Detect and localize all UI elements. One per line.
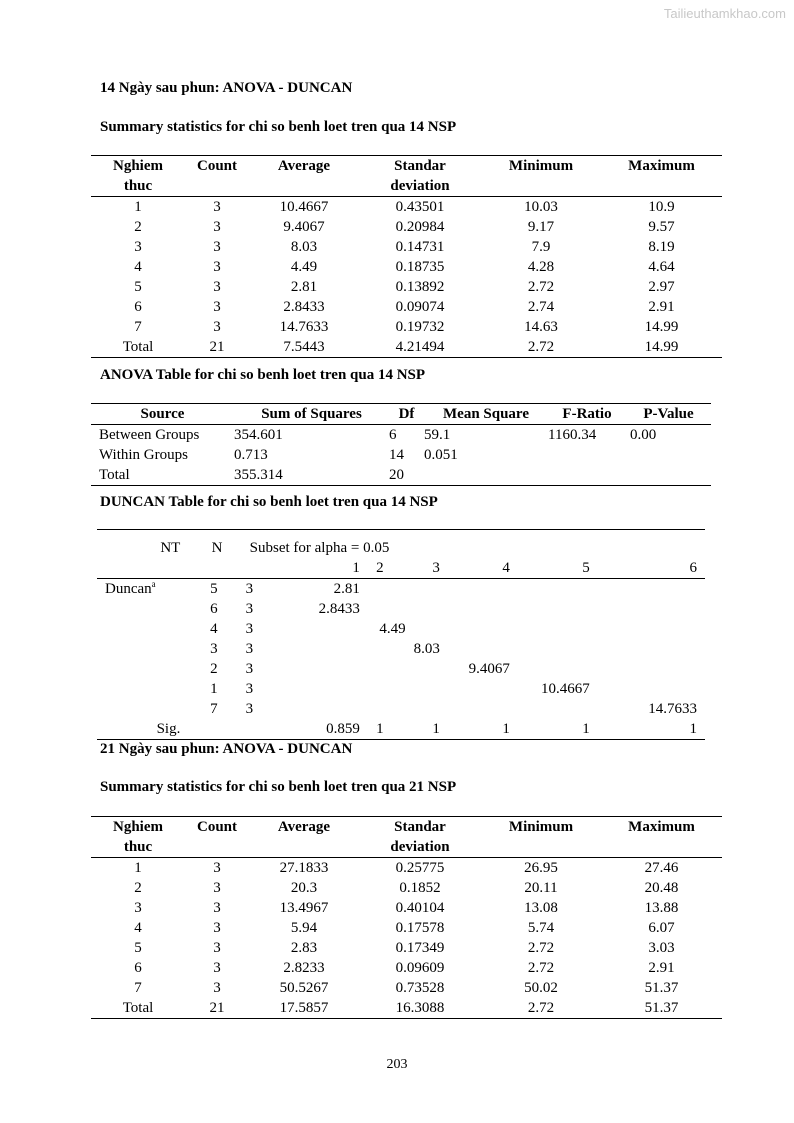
duncan-nt: 3	[210, 641, 218, 657]
header-minimum: Minimum	[481, 817, 601, 838]
header-minimum: Minimum	[481, 156, 601, 177]
duncan-subset-value	[414, 659, 468, 679]
cell: 20.48	[644, 880, 679, 896]
duncan-subset-value	[468, 599, 538, 619]
duncan-subset-value	[414, 579, 468, 600]
cell: 16.3088	[359, 998, 481, 1019]
duncan-nt-label: NT	[160, 540, 181, 556]
cell: 3	[213, 860, 221, 876]
sig-value: 1	[366, 719, 414, 740]
table-row	[91, 998, 722, 1019]
table-row	[91, 197, 722, 218]
cell: 1	[134, 199, 142, 215]
cell: 59.1	[424, 427, 451, 443]
duncan-subset-value	[295, 679, 366, 699]
summary-21-title: Summary statistics for chi so benh loet tren qua 21 NSP	[100, 779, 457, 795]
sig-value: 1	[414, 719, 468, 740]
cell: 3	[134, 900, 142, 916]
cell: 1	[134, 860, 142, 876]
cell: 2.97	[648, 279, 675, 295]
cell: Within Groups	[99, 447, 188, 463]
duncan-nt: 1	[210, 681, 218, 697]
cell: 50.5267	[279, 980, 329, 996]
header-std: Standar	[359, 156, 481, 177]
duncan-n: 3	[245, 701, 254, 717]
watermark: Tailieuthamkhao.com	[663, 6, 786, 21]
duncan-n: 3	[245, 641, 254, 657]
duncan-subset-value	[366, 659, 414, 679]
duncan-subset-value	[538, 619, 618, 639]
anova-header-f: F-Ratio	[548, 404, 626, 425]
cell: 2	[134, 880, 142, 896]
duncan-subset-label: Subset for alpha = 0.05	[249, 540, 390, 556]
cell: 2.74	[527, 299, 555, 315]
cell: 13.4967	[279, 900, 329, 916]
duncan-n: 3	[245, 601, 254, 617]
header-maximum: Maximum	[601, 817, 722, 838]
cell: 7.5443	[249, 337, 359, 358]
cell: 2.91	[648, 960, 675, 976]
cell: 3	[213, 940, 221, 956]
table-row	[91, 445, 711, 465]
subset-number: 3	[414, 558, 468, 579]
duncan-subset-value	[468, 579, 538, 600]
cell: 6.07	[648, 920, 675, 936]
section-21-title: 21 Ngày sau phun: ANOVA - DUNCAN	[100, 741, 353, 757]
cell: 14.63	[524, 319, 558, 335]
cell: 2.81	[290, 279, 318, 295]
cell: 3	[213, 980, 221, 996]
duncan-subset-value	[618, 599, 705, 619]
table-row	[91, 858, 722, 879]
cell: 0.14731	[395, 239, 445, 255]
duncan-subset-value	[538, 599, 618, 619]
table-row	[91, 978, 722, 998]
duncan-subset-value	[618, 639, 705, 659]
table-row	[97, 579, 705, 600]
duncan-subset-value: 14.7633	[648, 701, 697, 717]
cell: 3	[213, 960, 221, 976]
duncan-nt: 2	[210, 661, 218, 677]
subset-number: 1	[295, 558, 366, 579]
duncan-subset-value	[538, 579, 618, 600]
duncan-subset-value	[366, 599, 414, 619]
cell: 17.5857	[249, 998, 359, 1019]
duncan-subset-value	[366, 699, 414, 719]
cell: 20.3	[290, 880, 318, 896]
header-nghiem: Nghiem	[91, 817, 185, 838]
anova-table-14	[91, 403, 711, 486]
cell: 2.72	[481, 998, 601, 1019]
cell: 5	[134, 940, 142, 956]
cell: 0.20984	[395, 219, 445, 235]
cell: 26.95	[524, 860, 558, 876]
subset-number: 2	[366, 558, 414, 579]
cell: 8.03	[290, 239, 318, 255]
page-number: 203	[386, 1057, 408, 1072]
sig-value: 1	[618, 719, 705, 740]
table-row	[91, 317, 722, 337]
table-row	[91, 938, 722, 958]
table-row	[97, 659, 705, 679]
cell: 4	[134, 259, 142, 275]
summary-21-body	[91, 858, 722, 1019]
cell: 3	[213, 239, 221, 255]
duncan-nt: 7	[210, 701, 218, 717]
cell: 13.08	[524, 900, 558, 916]
cell: 3	[213, 319, 221, 335]
cell: 2.72	[527, 940, 555, 956]
duncan-subset-value	[468, 699, 538, 719]
sig-value: 1	[468, 719, 538, 740]
cell: 20.11	[524, 880, 558, 896]
cell: 0.25775	[395, 860, 445, 876]
cell: 0.18735	[395, 259, 445, 275]
subset-number: 5	[538, 558, 618, 579]
cell: 3.03	[648, 940, 675, 956]
duncan-subset-value	[366, 679, 414, 699]
header-nghiem: Nghiem	[91, 156, 185, 177]
duncan-subset-value	[414, 699, 468, 719]
anova-header-df: Df	[389, 404, 424, 425]
duncan-subset-value	[618, 579, 705, 600]
cell: 3	[213, 279, 221, 295]
cell: 0.051	[424, 447, 458, 463]
header-thuc: thuc	[91, 176, 185, 197]
header-deviation: deviation	[359, 176, 481, 197]
cell: 0.17349	[395, 940, 445, 956]
duncan-subset-value	[295, 619, 366, 639]
cell: 3	[213, 880, 221, 896]
duncan-subset-value	[538, 699, 618, 719]
cell: 0.19732	[395, 319, 445, 335]
header-maximum: Maximum	[601, 156, 722, 177]
cell: 9.57	[648, 219, 675, 235]
cell: 14.99	[601, 337, 722, 358]
table-row	[97, 699, 705, 719]
cell: 14.99	[644, 319, 679, 335]
table-row	[91, 277, 722, 297]
table-row	[97, 639, 705, 659]
duncan-n: 3	[245, 661, 254, 677]
duncan-subset-value	[618, 659, 705, 679]
cell: 3	[213, 199, 221, 215]
summary-table-14	[91, 155, 722, 358]
duncan-n: 3	[245, 681, 254, 697]
cell: 2.91	[648, 299, 675, 315]
header-average: Average	[249, 156, 359, 177]
anova-header-ms: Mean Square	[424, 404, 548, 425]
subset-number: 4	[468, 558, 538, 579]
table-row	[97, 619, 705, 639]
sig-value: 1	[538, 719, 618, 740]
duncan-subset-value	[414, 679, 468, 699]
duncan-subset-value	[366, 639, 414, 659]
cell: 0.1852	[399, 880, 441, 896]
cell: 4.49	[290, 259, 318, 275]
summary-table-21	[91, 816, 722, 1019]
duncan-subset-value: 4.49	[379, 621, 406, 637]
table-row	[91, 217, 722, 237]
anova-header-ss: Sum of Squares	[234, 404, 389, 425]
cell: 21	[185, 337, 249, 358]
cell: 3	[213, 219, 221, 235]
duncan-n-label: N	[211, 540, 223, 556]
cell: 0.17578	[395, 920, 445, 936]
duncan-14-body	[97, 579, 705, 720]
cell: 9.4067	[283, 219, 325, 235]
duncan-subset-value	[414, 599, 468, 619]
cell: 5	[134, 279, 142, 295]
table-row	[91, 958, 722, 978]
cell: 6	[389, 427, 397, 443]
table-row	[91, 918, 722, 938]
cell: 8.19	[648, 239, 675, 255]
cell: 0.09609	[395, 960, 445, 976]
cell: 0.09074	[395, 299, 445, 315]
header-deviation: deviation	[359, 837, 481, 858]
cell: 3	[134, 239, 142, 255]
cell: 50.02	[524, 980, 558, 996]
duncan-n: 3	[245, 621, 254, 637]
cell: 0.73528	[395, 980, 445, 996]
table-row	[91, 257, 722, 277]
section-14-title: 14 Ngày sau phun: ANOVA - DUNCAN	[100, 80, 353, 96]
cell: 2.8433	[283, 299, 325, 315]
duncan-subset-value	[468, 679, 538, 699]
cell: 2.8233	[283, 960, 325, 976]
cell: 2.72	[527, 279, 555, 295]
cell: 9.17	[527, 219, 555, 235]
cell: 2	[134, 219, 142, 235]
duncan-method-label	[97, 579, 180, 600]
duncan-subset-value: 10.4667	[541, 681, 590, 697]
cell: Total	[91, 337, 185, 358]
cell: 2.72	[527, 960, 555, 976]
cell: 0.713	[234, 447, 268, 463]
table-row	[91, 425, 711, 446]
duncan-subset-value	[468, 639, 538, 659]
duncan-subset-value	[468, 619, 538, 639]
duncan-subset-value	[295, 699, 366, 719]
anova-header-p: P-Value	[626, 404, 711, 425]
header-count: Count	[185, 817, 249, 838]
table-row	[91, 297, 722, 317]
duncan-subset-value	[538, 639, 618, 659]
cell: 6	[134, 960, 142, 976]
sig-value: 0.859	[295, 719, 366, 740]
cell: Total	[91, 465, 234, 486]
cell: 7	[134, 980, 142, 996]
header-count: Count	[185, 156, 249, 177]
header-thuc: thuc	[91, 837, 185, 858]
cell: 7.9	[531, 239, 551, 255]
table-row	[91, 465, 711, 486]
cell: 354.601	[234, 427, 283, 443]
duncan-subset-value	[414, 619, 468, 639]
anova-header-source: Source	[91, 404, 234, 425]
table-row	[91, 337, 722, 358]
duncan-n: 3	[245, 581, 254, 597]
duncan-nt: 6	[210, 601, 218, 617]
cell: 355.314	[234, 465, 389, 486]
duncan-subset-value	[618, 619, 705, 639]
cell: 14.7633	[279, 319, 329, 335]
duncan-subset-value	[295, 659, 366, 679]
cell: 6	[134, 299, 142, 315]
cell: 4.64	[648, 259, 675, 275]
cell: 5.94	[290, 920, 318, 936]
summary-14-body	[91, 197, 722, 358]
duncan-subset-value: 9.4067	[468, 661, 510, 677]
duncan-subset-value	[538, 659, 618, 679]
anova-14-title: ANOVA Table for chi so benh loet tren qua 14 NSP	[100, 367, 426, 383]
cell: Total	[91, 998, 185, 1019]
summary-14-title: Summary statistics for chi so benh loet tren qua 14 NSP	[100, 119, 457, 135]
duncan-sig-label: Sig.	[97, 719, 180, 740]
table-row	[91, 237, 722, 257]
cell: 2.72	[481, 337, 601, 358]
table-row	[91, 898, 722, 918]
cell: 0.40104	[395, 900, 445, 916]
duncan-nt: 4	[210, 621, 218, 637]
cell: 21	[185, 998, 249, 1019]
cell: 51.37	[644, 980, 679, 996]
header-std: Standar	[359, 817, 481, 838]
duncan-14-title: DUNCAN Table for chi so benh loet tren qua 14 NSP	[100, 494, 438, 510]
cell: 4.21494	[359, 337, 481, 358]
header-average: Average	[249, 817, 359, 838]
duncan-subset-value: 8.03	[413, 641, 440, 657]
subset-number: 6	[618, 558, 705, 579]
cell: 0.13892	[395, 279, 445, 295]
cell: 4	[134, 920, 142, 936]
cell: 3	[213, 920, 221, 936]
duncan-subset-value	[295, 639, 366, 659]
duncan-table-14	[97, 529, 705, 740]
cell: 13.88	[644, 900, 679, 916]
cell: 7	[134, 319, 142, 335]
cell: 20	[389, 465, 424, 486]
cell: 3	[213, 259, 221, 275]
duncan-subset-value: 2.8433	[318, 601, 360, 617]
cell: 27.1833	[279, 860, 329, 876]
duncan-subset-value	[366, 579, 414, 600]
table-row	[97, 679, 705, 699]
cell: 1160.34	[548, 427, 597, 443]
cell: 10.4667	[279, 199, 329, 215]
table-row	[97, 599, 705, 619]
cell: 10.03	[524, 199, 558, 215]
duncan-subset-value	[618, 679, 705, 699]
cell: 14	[389, 447, 404, 463]
cell: 2.83	[290, 940, 318, 956]
cell: 5.74	[527, 920, 555, 936]
duncan-subset-value: 2.81	[333, 581, 360, 597]
cell: 3	[213, 900, 221, 916]
cell: 0.00	[630, 427, 657, 443]
cell: 0.43501	[395, 199, 445, 215]
cell: 27.46	[644, 860, 679, 876]
duncan-nt: 5	[210, 581, 218, 597]
cell: 51.37	[601, 998, 722, 1019]
cell: 10.9	[648, 199, 675, 215]
duncan-method-text: Duncan	[105, 581, 152, 597]
cell: Between Groups	[99, 427, 200, 443]
cell: 3	[213, 299, 221, 315]
table-row	[91, 878, 722, 898]
cell: 4.28	[527, 259, 555, 275]
duncan-method-sup: a	[151, 579, 156, 589]
